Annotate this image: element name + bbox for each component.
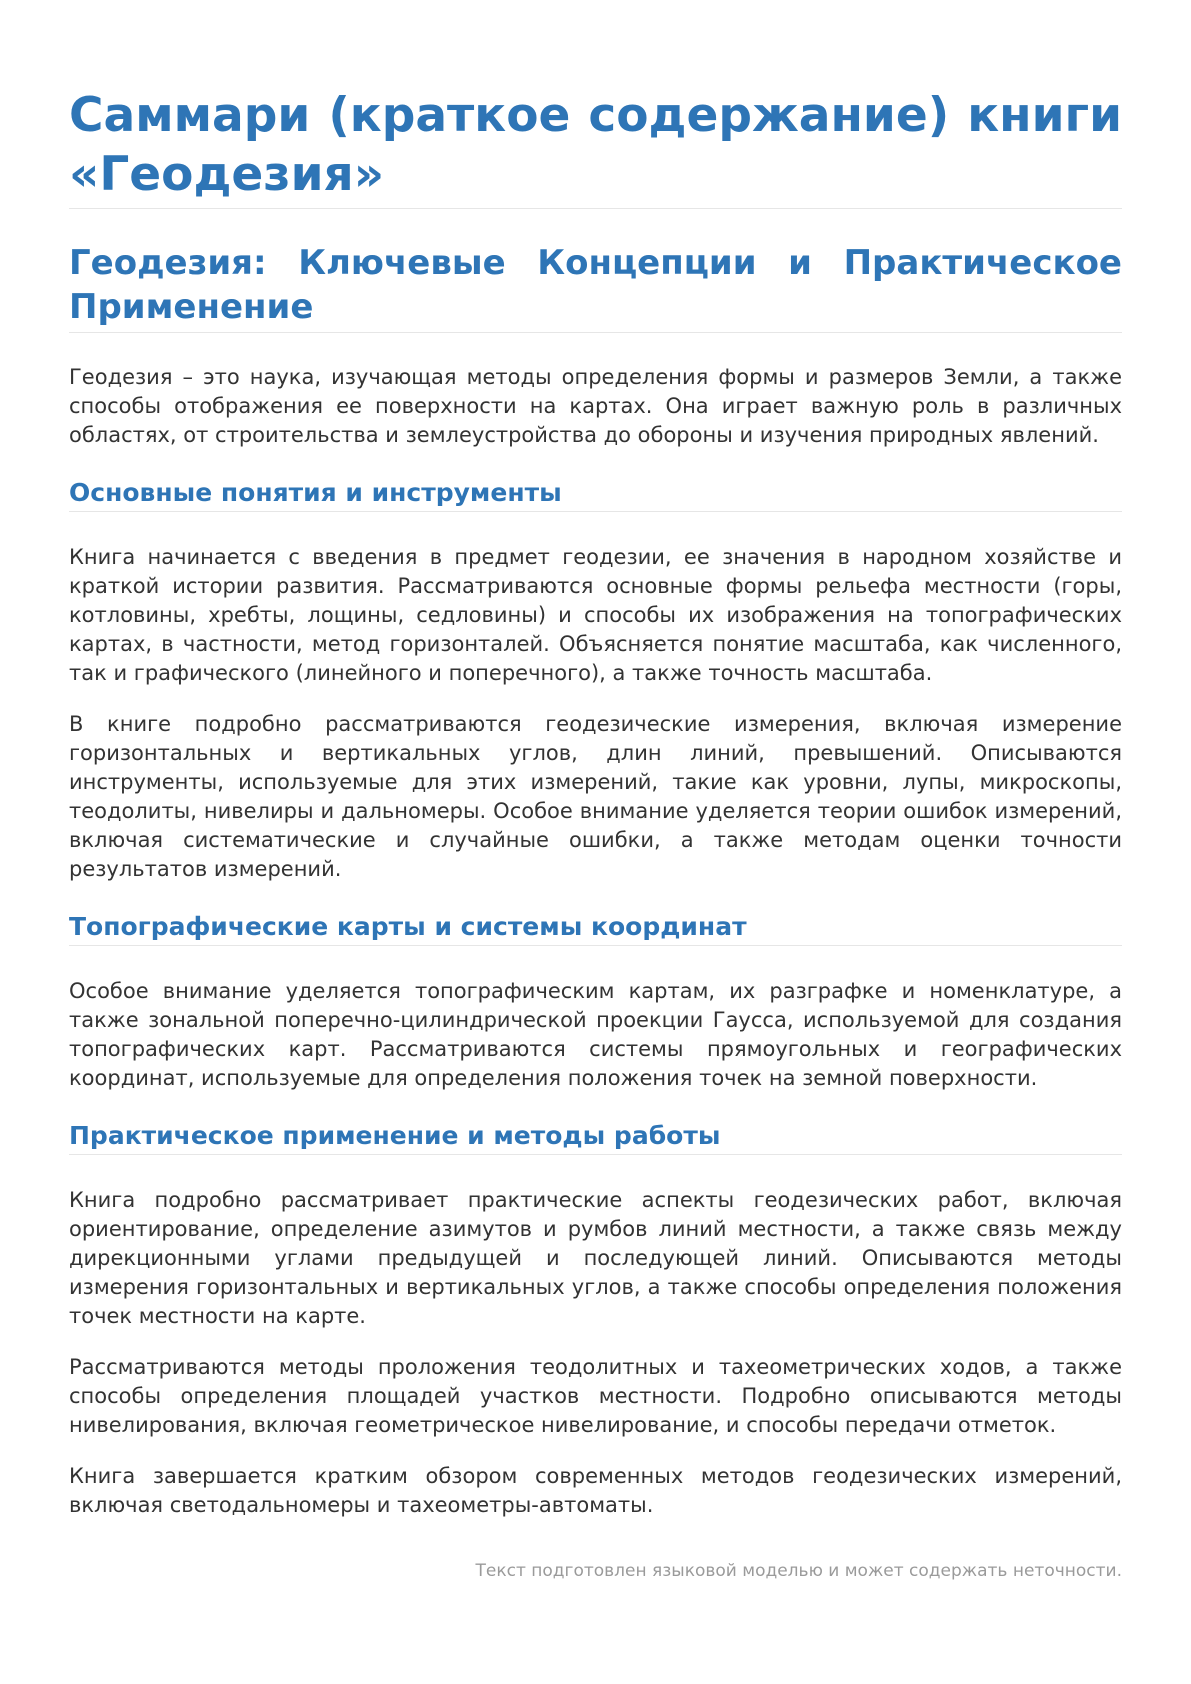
section-heading-maps: Топографические карты и системы координат xyxy=(69,910,1122,946)
intro-paragraph: Геодезия – это наука, изучающая методы определения формы и размеров Земли, а также способы отображения ее поверхности на картах. Она играет важную роль в различных областях, от строительства и землеустройства до обороны и изучения природных явлений. xyxy=(69,365,1122,447)
disclaimer-footer: Текст подготовлен языковой моделью и может содержать неточности. xyxy=(475,1561,1122,1581)
section-practice-paragraph-3: Книга завершается кратким обзором современных методов геодезических измерений, включая светодальномеры и тахеометры-автоматы. xyxy=(69,1464,1122,1517)
page-title: Саммари (краткое содержание) книги «Геодезия» xyxy=(69,86,1122,209)
section-heading-practice: Практическое применение и методы работы xyxy=(69,1119,1122,1155)
section-practice-paragraph-1: Книга подробно рассматривает практические аспекты геодезических работ, включая ориентирование, определение азимутов и румбов линий местности, а также связь между дирекционными углами предыдущей и последующей линий. Описываются методы измерения горизонтальных и вертикальных углов, а также способы определения положения точек местности на карте. xyxy=(69,1188,1122,1328)
section-heading-basics: Основные понятия и инструменты xyxy=(69,476,1122,512)
section-practice-paragraph-2: Рассматриваются методы проложения теодолитных и тахеометрических ходов, а также способы определения площадей участков местности. Подробно описываются методы нивелирования, включая геометрическое нивелирование, и способы передачи отметок. xyxy=(69,1355,1122,1437)
section-basics-paragraph-1: Книга начинается с введения в предмет геодезии, ее значения в народном хозяйстве и краткой истории развития. Рассматриваются основные формы рельефа местности (горы, котловины, хребты, лощины, седловины) и способы их изображения на топографических картах, в частности, метод горизонталей. Объясняется понятие масштаба, как численного, так и графического (линейного и поперечного), а также точность масштаба. xyxy=(69,545,1122,685)
document-page xyxy=(69,86,1122,1520)
section-basics-paragraph-2: В книге подробно рассматриваются геодезические измерения, включая измерение горизонтальных и вертикальных углов, длин линий, превышений. Описываются инструменты, используемые для этих измерений, такие как уровни, лупы, микроскопы, теодолиты, нивелиры и дальномеры. Особое внимание уделяется теории ошибок измерений, включая систематические и случайные ошибки, а также методам оценки точности результатов измерений. xyxy=(69,712,1122,881)
page-subtitle: Геодезия: Ключевые Концепции и Практическое Применение xyxy=(69,241,1122,333)
section-maps-paragraph-1: Особое внимание уделяется топографическим картам, их разграфке и номенклатуре, а также зональной поперечно-цилиндрической проекции Гаусса, используемой для создания топографических карт. Рассматриваются системы прямоугольных и географических координат, используемые для определения положения точек на земной поверхности. xyxy=(69,979,1122,1090)
